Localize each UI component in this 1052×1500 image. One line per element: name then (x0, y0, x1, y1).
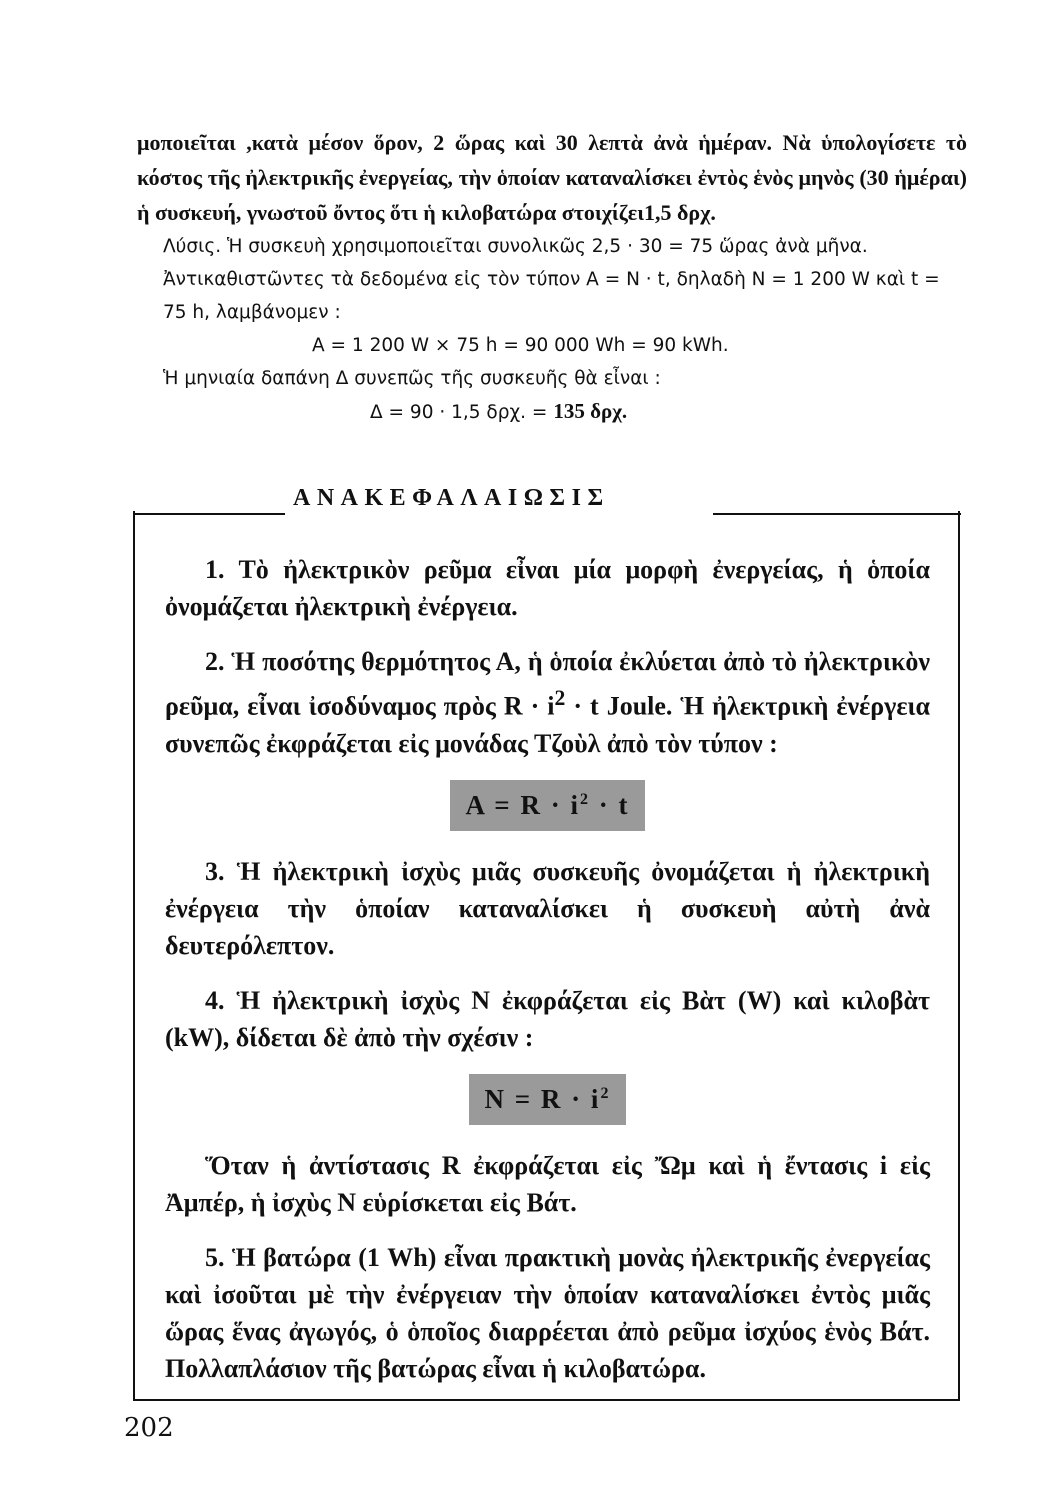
summary-item-2 (165, 643, 930, 762)
power-formula (469, 1074, 627, 1125)
cost-value: 135 δρχ. (553, 399, 628, 423)
summary-item-1: 1. Τὸ ἠλεκτρικὸν ρεῦμα εἶναι μία μορφὴ ἐνεργείας, ἡ ὁποία ὀνομάζεται ἠλεκτρικὴ ἐνέργεια. (165, 555, 930, 621)
page-number: 202 (124, 1413, 174, 1443)
summary-item-4: 4. Ἡ ἠλεκτρικὴ ἰσχὺς Ν ἐκφράζεται εἰς Βὰτ (W) καὶ κιλοβὰτ (kW), δίδεται δὲ ἀπὸ τὴν σχέσιν : (165, 985, 930, 1052)
substitution-line: Ἀντικαθιστῶντες τὰ δεδομένα εἰς τὸν τύπον Α = Ν · t, δηλαδὴ Ν = 1 200 W καὶ t = 75 h, λαμβάνομεν : (163, 269, 940, 323)
item2-text-a: 2. Ἡ ποσότης θερμότητος Α, ἡ ὁποία ἐκλύεται ἀπὸ τὸ ἠλεκτρικὸν ρεῦμα, εἶναι ἰσοδύναμος πρὸς R · i (165, 647, 930, 721)
worked-example (137, 125, 967, 429)
power-formula-wrap (165, 1074, 930, 1125)
energy-formula-main: Α = R · i (465, 789, 580, 820)
cost-equation (137, 395, 967, 429)
energy-formula-wrap (165, 780, 930, 831)
summary-item-5: 5. Ἡ βατώρα (1 Wh) εἶναι πρακτικὴ μονὰς ἠλεκτρικῆς ἐνεργείας καὶ ἰσοῦται μὲ τὴν ἐνέργειαν τὴν ὁποίαν καταναλίσκει ἐντὸς μιᾶς ὥρας ἕνας ἀγωγός, ὁ ὁποῖος διαρρέεται ἀπὸ ρεῦμα ἰσχύος ἑνὸς Βάτ. Πολλαπλάσιον τῆς βατώρας εἶναι ἡ κιλοβατώρα. (165, 1242, 930, 1383)
energy-calculation: Α = 1 200 W × 75 h = 90 000 Wh = 90 kWh. (312, 335, 729, 356)
cost-prefix: Δ = 90 · 1,5 δρχ. = (370, 402, 548, 423)
power-formula-main: Ν = R · i (484, 1083, 601, 1114)
summary-box (133, 511, 960, 1401)
energy-formula-exponent: 2 (579, 790, 590, 808)
item2-exponent: 2 (554, 686, 566, 710)
power-formula-exponent: 2 (600, 1084, 611, 1102)
energy-formula-tail: · t (589, 789, 630, 820)
summary-item-4-note: Ὅταν ἡ ἀντίστασις R ἐκφράζεται εἰς Ὤμ καὶ ἡ ἔντασις i εἰς Ἀμπέρ, ἡ ἰσχὺς Ν εὑρίσκεται εἰς Βάτ. (165, 1150, 930, 1217)
summary-heading: ΑΝΑΚΕΦΑΛΑΙΩΣΙΣ (293, 485, 610, 511)
problem-text: μοποιεῖται ,κατὰ μέσον ὅρον, 2 ὥρας καὶ 30 λεπτὰ ἀνὰ ἡμέραν. Νὰ ὑπολογίσετε τὸ κόστος τῆς ἠλεκτρικῆς ἐνεργείας, τὴν ὁποίαν καταναλίσκει ἐντὸς ἑνὸς μηνὸς (30 ἡμέραι) ἡ συσκευή, γνωστοῦ ὄντος ὅτι ἡ κιλοβατώρα στοιχίζει1,5 δρχ. (137, 130, 967, 225)
summary-item-3: 3. Ἡ ἠλεκτρικὴ ἰσχὺς μιᾶς συσκευῆς ὀνομάζεται ἡ ἠλεκτρικὴ ἐνέργεια τὴν ὁποίαν καταναλίσκει ἡ συσκευὴ αὐτὴ ἀνὰ δευτερόλεπτον. (165, 856, 930, 960)
item2-text-b: · t Joule. Ἡ ἠλεκτρικὴ ἐνέργεια συνεπῶς ἐκφράζεται εἰς μονάδας Τζοὺλ ἀπὸ τὸν τύπον : (165, 691, 930, 758)
summary-content (165, 551, 930, 1405)
monthly-cost-line: Ἡ μηνιαία δαπάνη Δ συνεπῶς τῆς συσκευῆς θὰ εἶναι : (163, 368, 661, 389)
solution-line: Λύσις. Ἡ συσκευὴ χρησιμοποιεῖται συνολικῶς 2,5 · 30 = 75 ὥρας ἀνὰ μῆνα. (163, 236, 868, 257)
energy-formula (450, 780, 646, 831)
